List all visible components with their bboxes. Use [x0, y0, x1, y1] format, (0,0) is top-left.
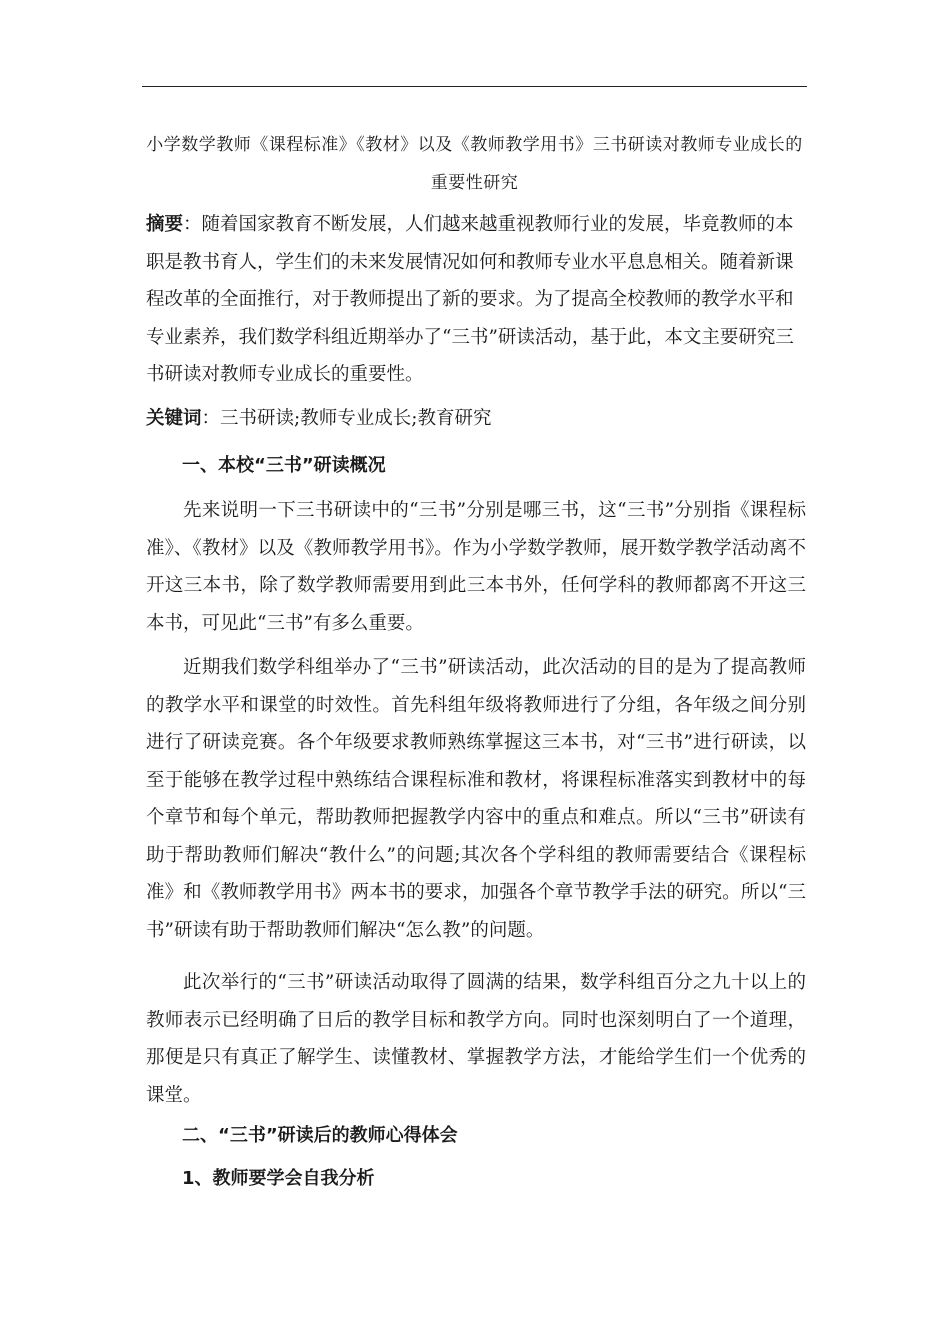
section-heading-2: 二、“三书”研读后的教师心得体会 [182, 1125, 458, 1146]
subsection-heading-1: 1、教师要学会自我分析 [182, 1168, 375, 1189]
abstract-label: 摘要 [146, 214, 184, 235]
header-rule [142, 86, 807, 87]
section-heading-1: 一、本校“三书”研读概况 [182, 455, 386, 476]
paragraph-2: 近期我们数学科组举办了“三书”研读活动，此次活动的目的是为了提高教师的教学水平和课堂的时效性。首先科组年级将教师进行了分组，各年级之间分别进行了研读竞赛。各个年级要求教师熟练掌握这三本书，对“三书”进行研读，以至于能够在教学过程中熟练结合课程标准和教材，将课程标准落实到教材中的每个章节和每个单元，帮助教师把握教学内容中的重点和难点。所以“三书”研读有助于帮助教师们解决“教什么”的问题;其次各个学科组的教师需要结合《课程标准》和《教师教学用书》两本书的要求，加强各个章节教学手法的研究。所以“三书”研读有助于帮助教师们解决“怎么教”的问题。 [146, 657, 806, 941]
abstract [146, 206, 806, 394]
abstract-text: ：随着国家教育不断发展，人们越来越重视教师行业的发展，毕竟教师的本职是教书育人，学生们的未来发展情况如何和教师专业水平息息相关。随着新课程改革的全面推行，对于教师提出了新的要求。为了提高全校教师的教学水平和专业素养，我们数学科组近期举办了“三书”研读活动，基于此，本文主要研究三书研读对教师专业成长的重要性。 [146, 214, 794, 385]
keywords [146, 400, 806, 438]
paragraph-3: 此次举行的“三书”研读活动取得了圆满的结果，数学科组百分之九十以上的教师表示已经明确了日后的教学目标和教学方向。同时也深刻明白了一个道理，那便是只有真正了解学生、读懂教材、掌握教学方法，才能给学生们一个优秀的课堂。 [146, 972, 806, 1106]
keywords-text: ：三书研读;教师专业成长;教育研究 [201, 408, 492, 429]
paragraph-1: 先来说明一下三书研读中的“三书”分别是哪三书，这“三书”分别指《课程标准》、《教材》以及《教师教学用书》。作为小学数学教师，展开数学教学活动离不开这三本书，除了数学教师需要用到此三本书外，任何学科的教师都离不开这三本书，可见此“三书”有多么重要。 [146, 500, 806, 634]
document-title: 小学数学教师《课程标准》《教材》以及《教师教学用书》三书研读对教师专业成长的重要性研究 [146, 135, 803, 193]
keywords-label: 关键词 [146, 408, 202, 429]
